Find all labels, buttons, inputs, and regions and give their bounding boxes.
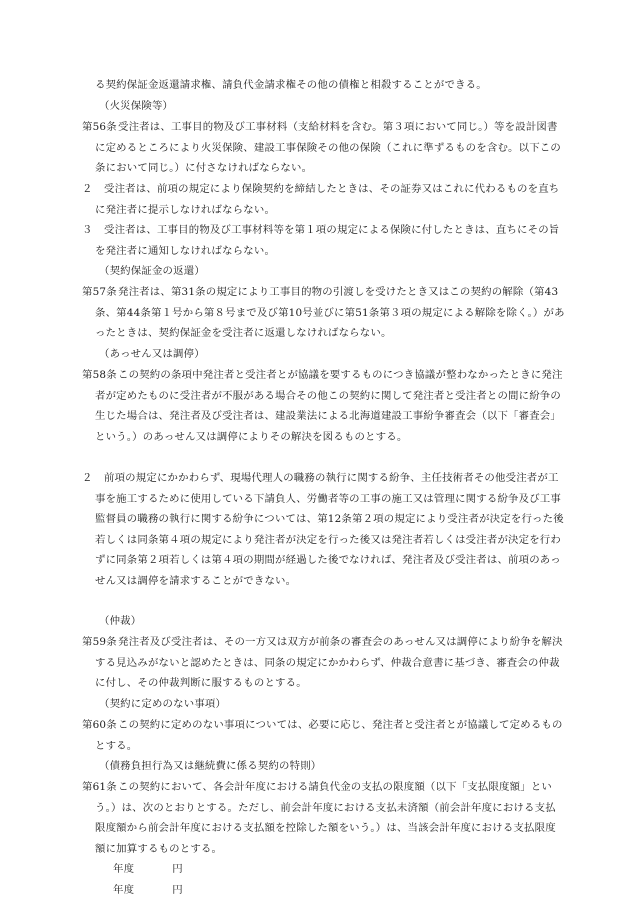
article-60-caption: （契約に定めのない事項） <box>99 698 227 710</box>
article-57-number: 第57条 <box>82 286 117 298</box>
article-56-p3-number: ３ <box>82 224 93 236</box>
article-59-paragraph-1 <box>82 632 565 694</box>
fiscal-year-label: 年度 <box>113 884 135 896</box>
article-61-paragraph-1 <box>82 777 565 859</box>
article-57-caption: （契約保証金の返還） <box>99 265 205 277</box>
article-56-caption: （火災保険等） <box>99 100 174 112</box>
article-61-caption: （債務負担行為又は継続費に係る契約の特則） <box>99 760 322 772</box>
article-60-number: 第60条 <box>82 719 117 731</box>
article-56-paragraph-1 <box>82 117 565 179</box>
article-61-p1-text: この契約において、各会計年度における請負代金の支払の限度額（以下「支払限度額」という。）は、次のとおりとする。ただし、前会計年度における支払未済額（前会計年度における支払限度額から前会計年度における支払額を控除した額をいう。）は、当該会計年度における支払限度額に加算するものとする。 <box>95 781 556 855</box>
article-61-number: 第61条 <box>82 781 117 793</box>
article-59-p1-text: 発注者及び受注者は、その一方又は双方が前条の審査会のあっせん又は調停により紛争を解決する見込みがないと認めたときは、同条の規定にかかわらず、仲裁合意書に基づき、審査会の仲裁に付し、その仲裁判断に服するものとする。 <box>95 636 563 689</box>
article-58-caption: （あっせん又は調停） <box>99 348 205 360</box>
yen-label: 円 <box>172 884 183 896</box>
article-56-p2-text: 受注者は、前項の規定により保険契約を締結したときは、その証券又はこれに代わるものを直ちに発注者に提示しなければならない。 <box>95 183 560 216</box>
article-57-p1-text: 発注者は、第31条の規定により工事目的物の引渡しを受けたとき又はこの契約の解除（第43条、第44条第１号から第８号まで及び第10号並びに第51条第３項の規定による解除を除く。）があったときは、契約保証金を受注者に返還しなければならない。 <box>95 286 565 339</box>
article-58-number: 第58条 <box>82 369 117 381</box>
article-59-number: 第59条 <box>82 636 117 648</box>
article-58-paragraph-2 <box>82 468 565 591</box>
article-56-p2-number: ２ <box>82 183 93 195</box>
article-56-number: 第56条 <box>82 121 117 133</box>
article-56-p1-text: 受注者は、工事目的物及び工事材料（支給材料を含む。第３項において同じ。）等を設計図書に定めるところにより火災保険、建設工事保険その他の保険（これに準ずるものを含む。以下この条において同じ。）に付さなければならない。 <box>95 121 561 174</box>
article-58-p1-text: この契約の条項中発注者と受注者とが協議を要するものにつき協議が整わなかったときに発注者が定めたものに受注者が不服がある場合その他この契約に関して発注者と受注者との間に紛争の生じた場合は、発注者及び受注者は、建設業法による北海道建設工事紛争審査会（以下「審査会」という。）のあっせん又は調停によりその解決を図るものとする。 <box>95 369 563 443</box>
article-58-p2-number: ２ <box>82 472 93 484</box>
article-56-paragraph-3 <box>82 220 565 261</box>
article-59-caption: （仲裁） <box>99 615 142 627</box>
article-56-paragraph-2 <box>82 179 565 220</box>
article-57-paragraph-1 <box>82 282 565 344</box>
payment-limit-row <box>113 859 183 880</box>
continued-text: る契約保証金返還請求権、請負代金請求権その他の債権と相殺することができる。 <box>95 79 487 91</box>
article-56-p3-text: 受注者は、工事目的物及び工事材料等を第１項の規定による保険に付したときは、直ちにその旨を発注者に通知しなければならない。 <box>95 224 560 257</box>
article-58-p2-text: 前項の規定にかかわらず、現場代理人の職務の執行に関する紛争、主任技術者その他受注者が工事を施工するために使用している下請負人、労働者等の工事の施工又は管理に関する紛争及び工事監督員の職務の執行に関する紛争については、第12条第２項の規定により受注者が決定を行った後若しくは同条第４項の規定により発注者が決定を行った後又は発注者若しくは受注者が決定を行わずに同条第２項若しくは第４項の期間が経過した後でなければ、発注者及び受注者は、前項のあっせん又は調停を請求することができない。 <box>95 472 564 587</box>
fiscal-year-label: 年度 <box>113 863 135 875</box>
yen-label: 円 <box>172 863 183 875</box>
article-60-paragraph-1 <box>82 715 565 756</box>
article-58-paragraph-1 <box>82 365 565 447</box>
article-60-p1-text: この契約に定めのない事項については、必要に応じ、発注者と受注者とが協議して定めるものとする。 <box>95 719 563 752</box>
payment-limit-row <box>113 880 183 901</box>
